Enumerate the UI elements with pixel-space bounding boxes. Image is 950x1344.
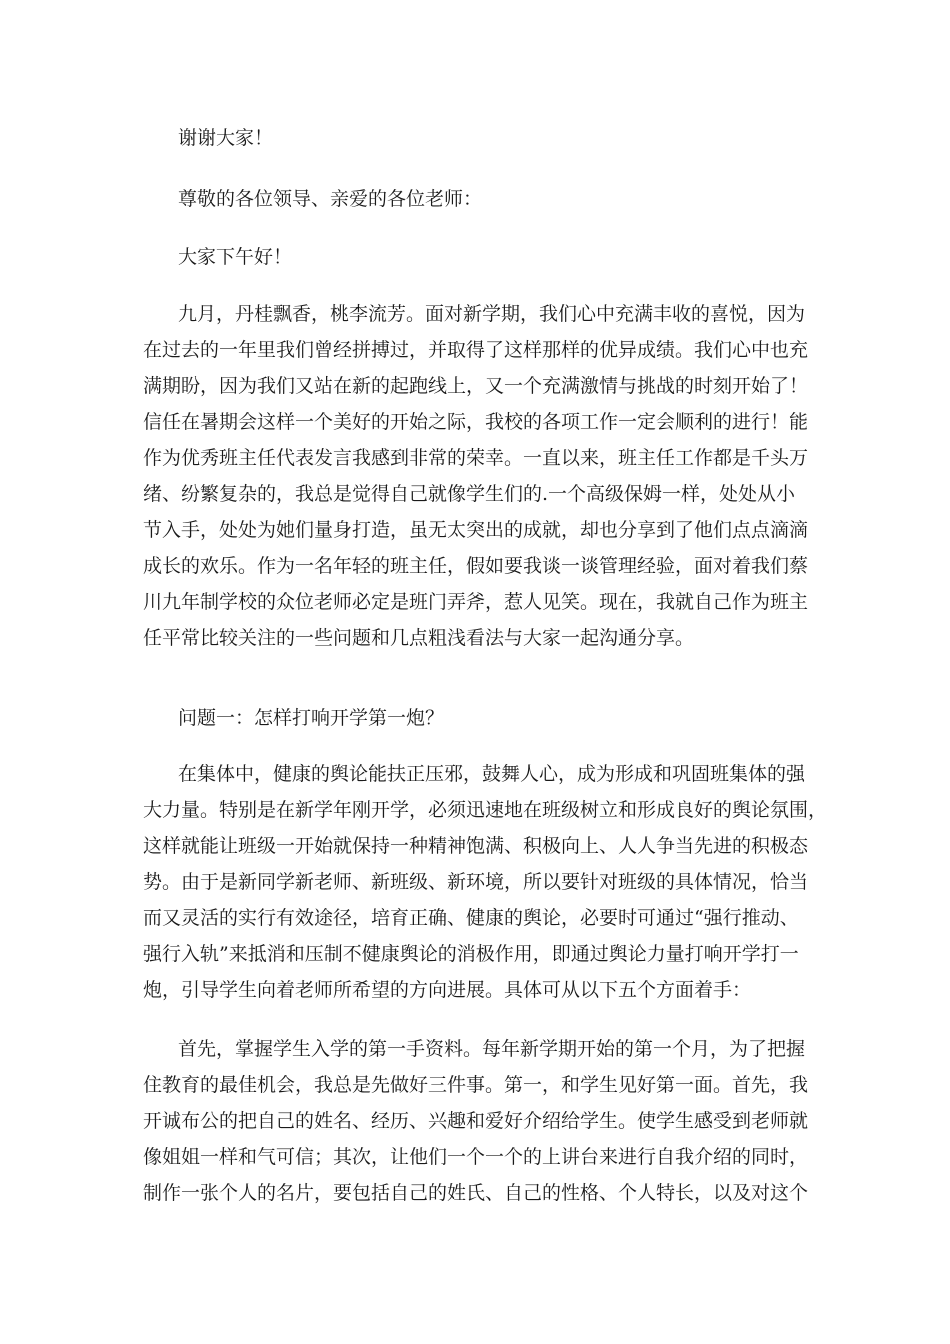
paragraph-line: 住教育的最佳机会，我总是先做好三件事。第一，和学生见好第一面。首先，我 bbox=[143, 1074, 809, 1096]
paragraph-line: 任平常比较关注的一些问题和几点粗浅看法与大家一起沟通分享。 bbox=[143, 627, 695, 649]
paragraph-line: 制作一张个人的名片，要包括自己的姓氏、自己的性格、个人特长，以及对这个 bbox=[143, 1182, 809, 1204]
greeting: 大家下午好！ bbox=[178, 246, 293, 268]
paragraph-line: 在过去的一年里我们曾经拼搏过，并取得了这样那样的优异成绩。我们心中也充 bbox=[143, 339, 809, 361]
paragraph-first-step bbox=[143, 1031, 823, 1211]
paragraph-line: 节入手，处处为她们量身打造，虽无太突出的成就，却也分享到了他们点点滴滴 bbox=[143, 519, 809, 541]
paragraph-line: 信任在暑期会这样一个美好的开始之际，我校的各项工作一定会顺利的进行！能 bbox=[143, 411, 809, 433]
paragraph-public-opinion bbox=[143, 756, 828, 1008]
paragraph-line: 强行入轨”来抵消和压制不健康舆论的消极作用，即通过舆论力量打响开学打一 bbox=[143, 943, 799, 965]
paragraph-line: 像姐姐一样和气可信；其次，让他们一个一个的上讲台来进行自我介绍的同时， bbox=[143, 1146, 809, 1168]
salutation: 尊敬的各位领导、亲爱的各位老师： bbox=[178, 188, 483, 210]
paragraph-line: 首先，掌握学生入学的第一手资料。每年新学期开始的第一个月，为了把握 bbox=[178, 1038, 806, 1060]
question-heading: 问题一：怎样打响开学第一炮？ bbox=[178, 707, 445, 729]
paragraph-line: 炮，引导学生向着老师所希望的方向进展。具体可从以下五个方面着手： bbox=[143, 979, 752, 1001]
paragraph-line: 这样就能让班级一开始就保持一种精神饱满、积极向上、人人争当先进的积极态 bbox=[143, 835, 809, 857]
paragraph-line: 大力量。特别是在新学年刚开学，必须迅速地在班级树立和形成良好的舆论氛围， bbox=[143, 799, 828, 821]
paragraph-line: 开诚布公的把自己的姓名、经历、兴趣和爱好介绍给学生。使学生感受到老师就 bbox=[143, 1110, 809, 1132]
paragraph-line: 川九年制学校的众位老师必定是班门弄斧，惹人见笑。现在，我就自己作为班主 bbox=[143, 591, 809, 613]
paragraph-line: 成长的欢乐。作为一名年轻的班主任，假如要我谈一谈管理经验，面对着我们蔡 bbox=[143, 555, 809, 577]
paragraph-line: 满期盼，因为我们又站在新的起跑线上，又一个充满激情与挑战的时刻开始了！ bbox=[143, 375, 809, 397]
paragraph-line: 势。由于是新同学新老师、新班级、新环境，所以要针对班级的具体情况，恰当 bbox=[143, 871, 809, 893]
paragraph-line: 而又灵活的实行有效途径，培育正确、健康的舆论，必要时可通过“强行推动、 bbox=[143, 907, 799, 929]
paragraph-line: 在集体中，健康的舆论能扶正压邪，鼓舞人心，成为形成和巩固班集体的强 bbox=[178, 763, 806, 785]
paragraph-line: 作为优秀班主任代表发言我感到非常的荣幸。一直以来，班主任工作都是千头万 bbox=[143, 447, 809, 469]
paragraph-line: 九月，丹桂飘香，桃李流芳。面对新学期，我们心中充满丰收的喜悦，因为 bbox=[178, 303, 806, 325]
closing-thanks: 谢谢大家！ bbox=[178, 127, 274, 149]
paragraph-opening bbox=[143, 296, 823, 656]
paragraph-line: 绪、纷繁复杂的，我总是觉得自己就像学生们的.一个高级保姆一样，处处从小 bbox=[143, 483, 796, 505]
